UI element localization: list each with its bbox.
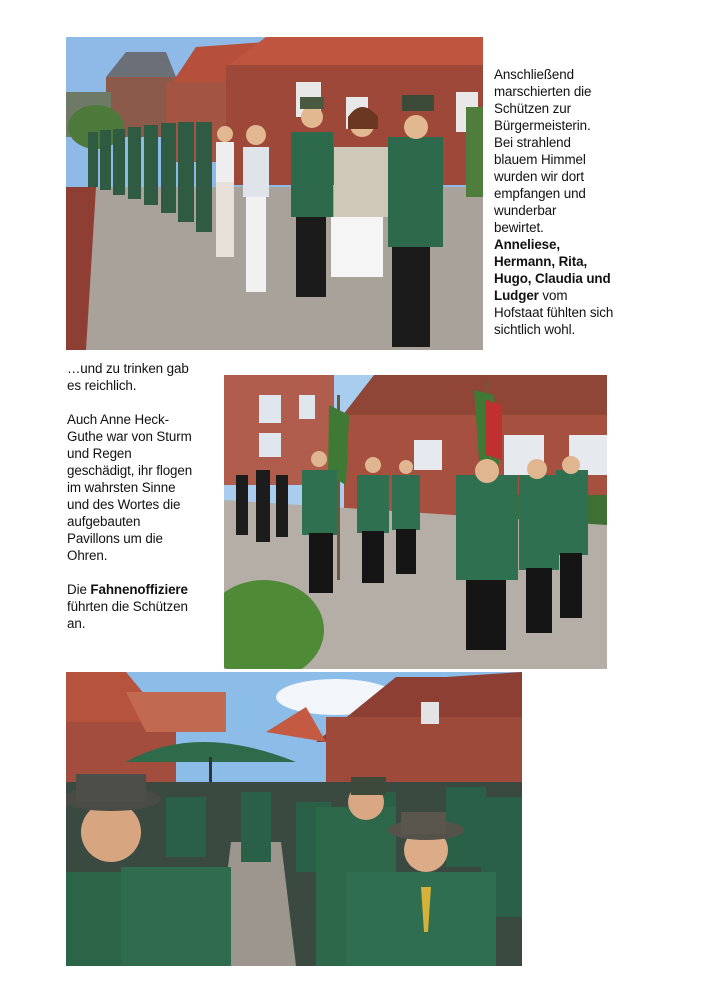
caption-line: Ohren.	[67, 548, 108, 563]
photo-flag-officers	[224, 375, 607, 669]
names-bold: Hugo, Claudia und	[494, 271, 611, 286]
caption-line: blauem Himmel	[494, 152, 586, 167]
caption-line: bewirtet.	[494, 220, 544, 235]
caption-line: es reichlich.	[67, 378, 137, 393]
caption-line: Die	[67, 582, 91, 597]
caption-line: marschierten die	[494, 84, 592, 99]
caption-line: empfangen und	[494, 186, 586, 201]
caption-line: wurden wir dort	[494, 169, 585, 184]
caption-line: Bei strahlend	[494, 135, 571, 150]
names-bold: Anneliese,	[494, 237, 560, 252]
caption-line: …und zu trinken gab	[67, 361, 189, 376]
caption-line: Bürgermeisterin.	[494, 118, 591, 133]
names-bold: Hermann, Rita,	[494, 254, 588, 269]
caption-line: aufgebauten	[67, 514, 141, 529]
caption-line: sichtlich wohl.	[494, 322, 576, 337]
caption-line: und Regen	[67, 446, 132, 461]
caption-line: Pavillons um die	[67, 531, 163, 546]
caption-line: Schützen zur	[494, 101, 571, 116]
caption-line: Auch Anne Heck-	[67, 412, 169, 427]
caption-flag-officers	[67, 360, 222, 632]
caption-line: wunderbar	[494, 203, 557, 218]
photo-crowd-street	[66, 672, 522, 966]
caption-line: führten die Schützen	[67, 599, 188, 614]
caption-line: Guthe war von Sturm	[67, 429, 192, 444]
caption-line: vom	[538, 288, 568, 303]
caption-line: im wahrsten Sinne	[67, 480, 176, 495]
caption-mayor-visit	[494, 66, 704, 338]
caption-line: Anschließend	[494, 67, 574, 82]
caption-line: und des Wortes die	[67, 497, 181, 512]
photo-group-with-mayor	[66, 37, 483, 350]
names-bold: Ludger	[494, 288, 539, 303]
caption-line: Hofstaat fühlten sich	[494, 305, 614, 320]
caption-line: geschädigt, ihr flogen	[67, 463, 193, 478]
caption-line: an.	[67, 616, 86, 631]
flag-officers-bold: Fahnenoffiziere	[90, 582, 188, 597]
